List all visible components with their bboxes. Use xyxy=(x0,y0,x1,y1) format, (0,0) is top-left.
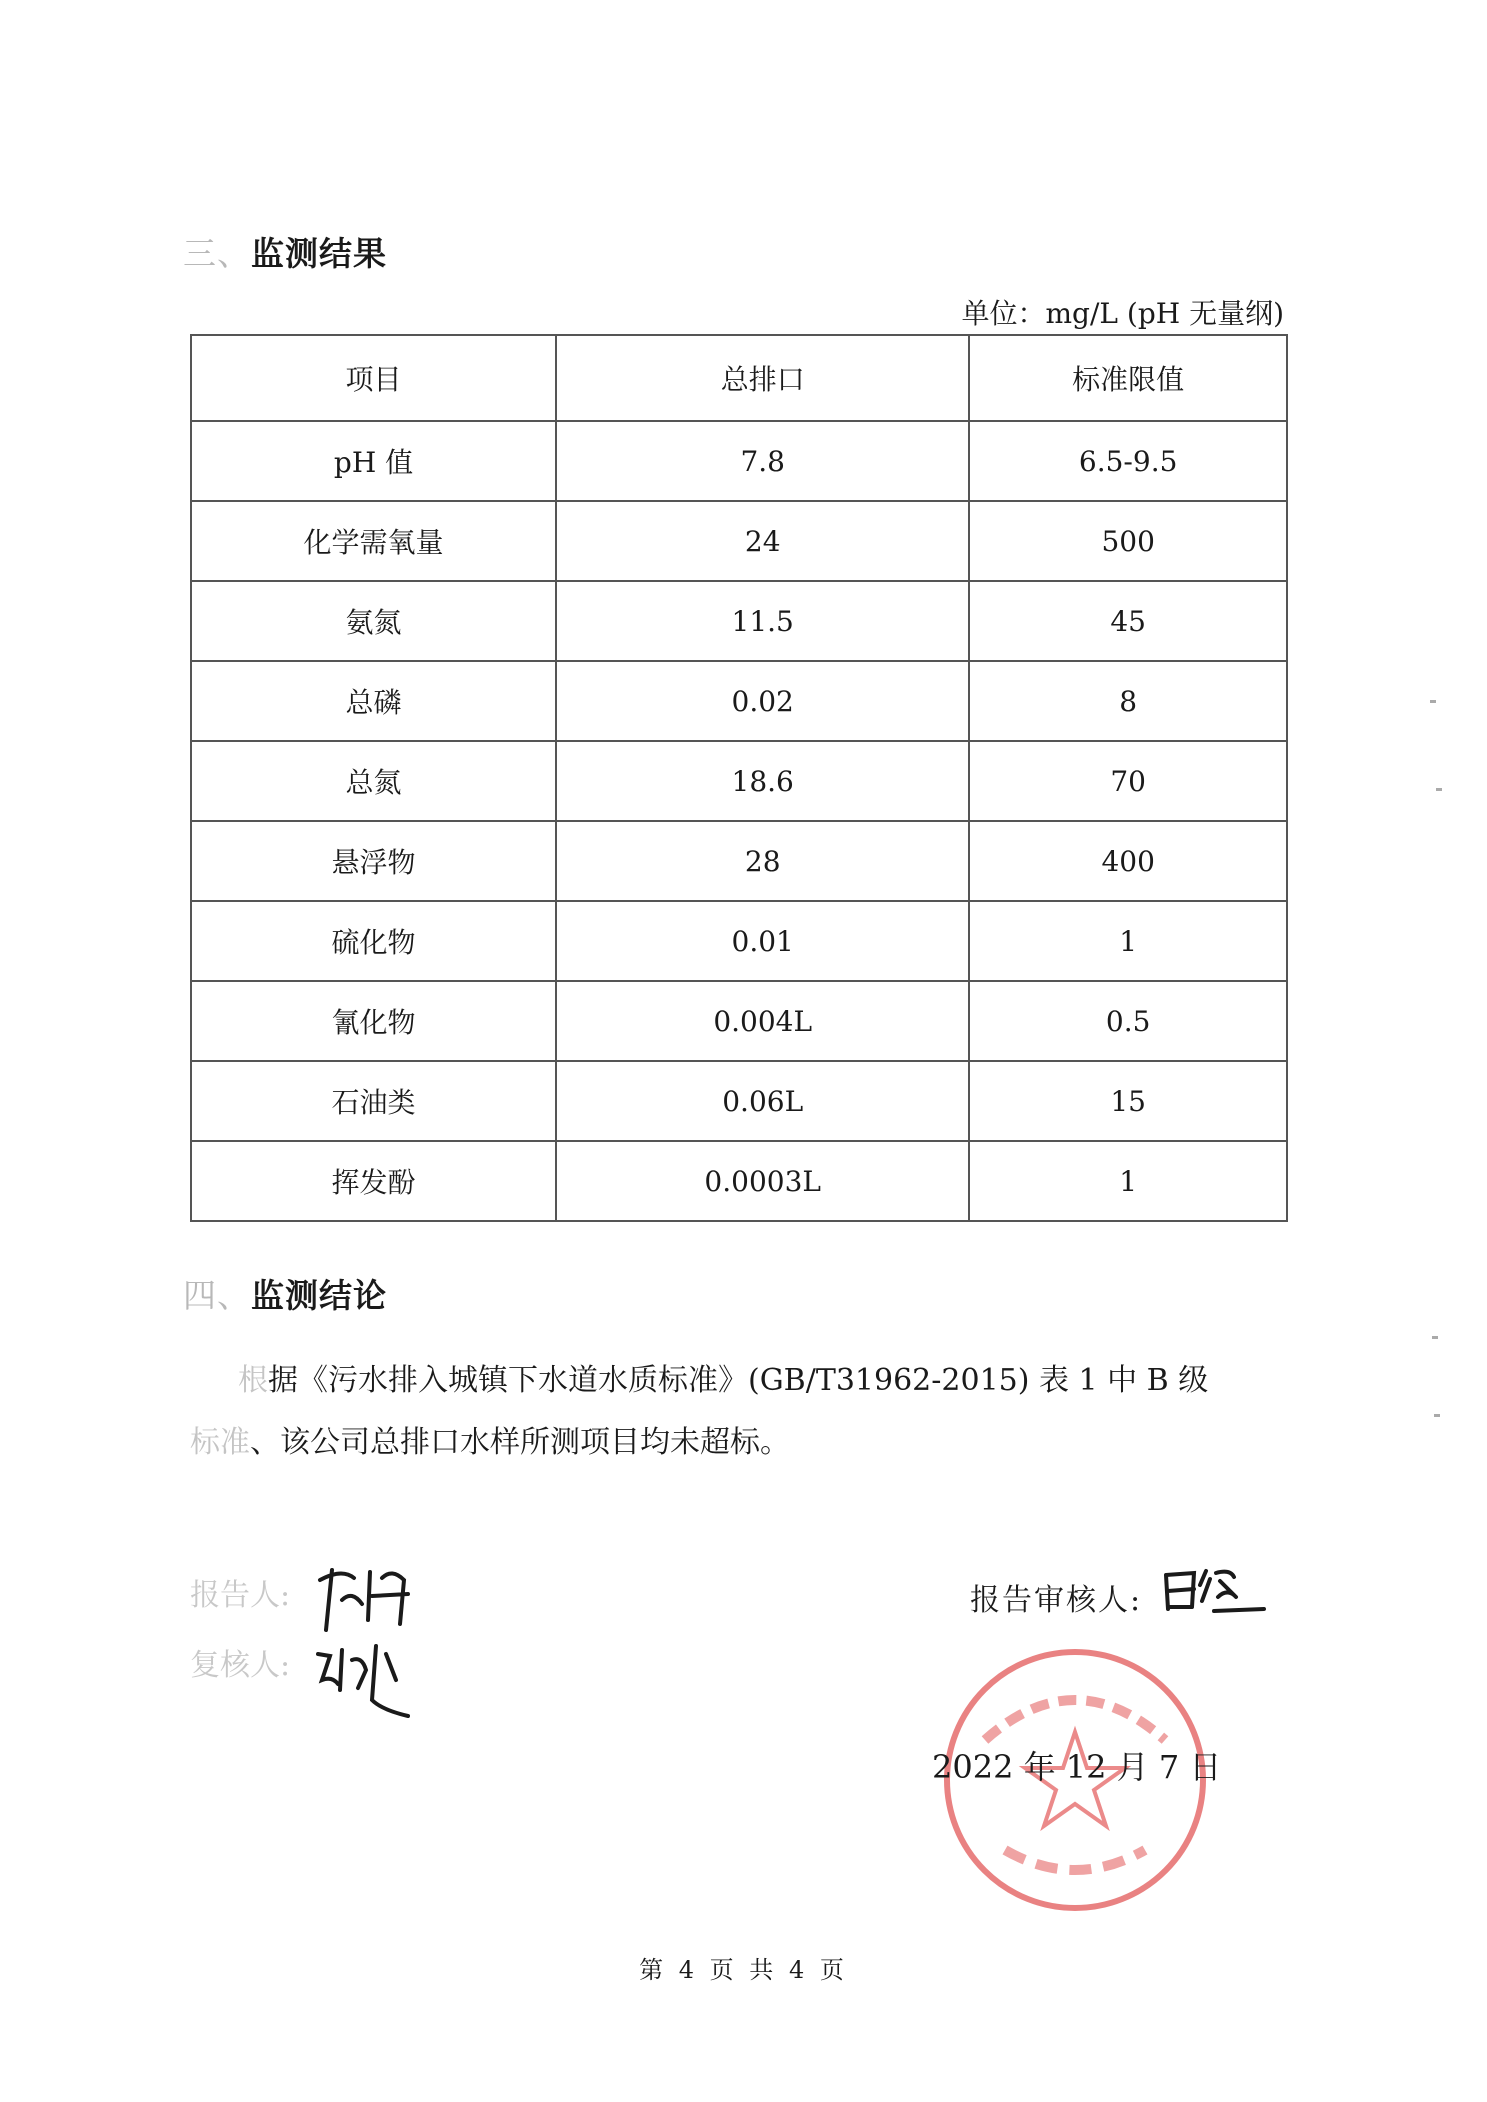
cell-limit: 6.5-9.5 xyxy=(969,421,1287,501)
cell-limit: 1 xyxy=(969,901,1287,981)
conclusion-faint-start: 根 xyxy=(238,1363,268,1398)
section-heading-conclusion xyxy=(183,1270,387,1317)
cell-item: 总磷 xyxy=(191,661,556,741)
auditor-label: 报告审核人: xyxy=(970,1583,1143,1618)
cell-item: 硫化物 xyxy=(191,901,556,981)
cell-limit: 15 xyxy=(969,1061,1287,1141)
cell-outlet: 7.8 xyxy=(556,421,969,501)
cell-item: 悬浮物 xyxy=(191,821,556,901)
cell-limit: 400 xyxy=(969,821,1287,901)
cell-item: 挥发酚 xyxy=(191,1141,556,1221)
header-item: 项目 xyxy=(191,335,556,421)
cell-outlet: 11.5 xyxy=(556,581,969,661)
cell-limit: 500 xyxy=(969,501,1287,581)
cell-outlet: 28 xyxy=(556,821,969,901)
scan-speck xyxy=(1430,700,1436,703)
section-title: 监测结论 xyxy=(251,1276,387,1315)
cell-limit: 1 xyxy=(969,1141,1287,1221)
cell-item: 化学需氧量 xyxy=(191,501,556,581)
cell-outlet: 0.06L xyxy=(556,1061,969,1141)
table-header-row xyxy=(191,335,1287,421)
unit-note: 单位：mg/L (pH 无量纲) xyxy=(961,297,1284,330)
table-row xyxy=(191,1141,1287,1221)
cell-outlet: 0.0003L xyxy=(556,1141,969,1221)
scan-speck xyxy=(1436,788,1442,791)
cell-outlet: 18.6 xyxy=(556,741,969,821)
cell-outlet: 0.01 xyxy=(556,901,969,981)
scan-speck xyxy=(1434,1414,1440,1417)
cell-item: 氨氮 xyxy=(191,581,556,661)
scan-speck xyxy=(1432,1336,1438,1339)
table-row xyxy=(191,981,1287,1061)
cell-outlet: 0.004L xyxy=(556,981,969,1061)
cell-outlet: 24 xyxy=(556,501,969,581)
reporter-label: 报告人: xyxy=(190,1578,291,1613)
section-number: 四、 xyxy=(183,1276,251,1315)
cell-item: 氰化物 xyxy=(191,981,556,1061)
header-limit: 标准限值 xyxy=(969,335,1287,421)
cell-limit: 45 xyxy=(969,581,1287,661)
table-row xyxy=(191,581,1287,661)
cell-outlet: 0.02 xyxy=(556,661,969,741)
section-title: 监测结果 xyxy=(251,234,387,273)
results-table xyxy=(190,334,1288,1222)
conclusion-line-1: 据《污水排入城镇下水道水质标准》(GB/T31962-2015) 表 1 中 B 级 xyxy=(268,1363,1209,1398)
conclusion-line-2: 、该公司总排口水样所测项目均未超标。 xyxy=(250,1425,790,1460)
table-row xyxy=(191,901,1287,981)
cell-limit: 8 xyxy=(969,661,1287,741)
conclusion-faint-line2: 标准 xyxy=(190,1425,250,1460)
table-row xyxy=(191,741,1287,821)
auditor-signature-icon xyxy=(1160,1565,1270,1625)
conclusion-paragraph xyxy=(190,1350,1300,1474)
page-footer: 第 4 页 共 4 页 xyxy=(639,1956,848,1984)
table-row xyxy=(191,661,1287,741)
cell-limit: 0.5 xyxy=(969,981,1287,1061)
table-row xyxy=(191,821,1287,901)
table-row xyxy=(191,421,1287,501)
cell-item: 石油类 xyxy=(191,1061,556,1141)
cell-item: pH 值 xyxy=(191,421,556,501)
cell-item: 总氮 xyxy=(191,741,556,821)
cell-limit: 70 xyxy=(969,741,1287,821)
section-heading-results xyxy=(183,228,387,275)
report-date: 2022 年 12 月 7 日 xyxy=(932,1748,1222,1786)
section-number: 三、 xyxy=(183,234,251,273)
reviewer-label: 复核人: xyxy=(190,1648,291,1683)
table-row xyxy=(191,1061,1287,1141)
reviewer-signature-icon xyxy=(312,1640,422,1720)
table-row xyxy=(191,501,1287,581)
reporter-signature-icon xyxy=(312,1560,422,1640)
header-outlet: 总排口 xyxy=(556,335,969,421)
